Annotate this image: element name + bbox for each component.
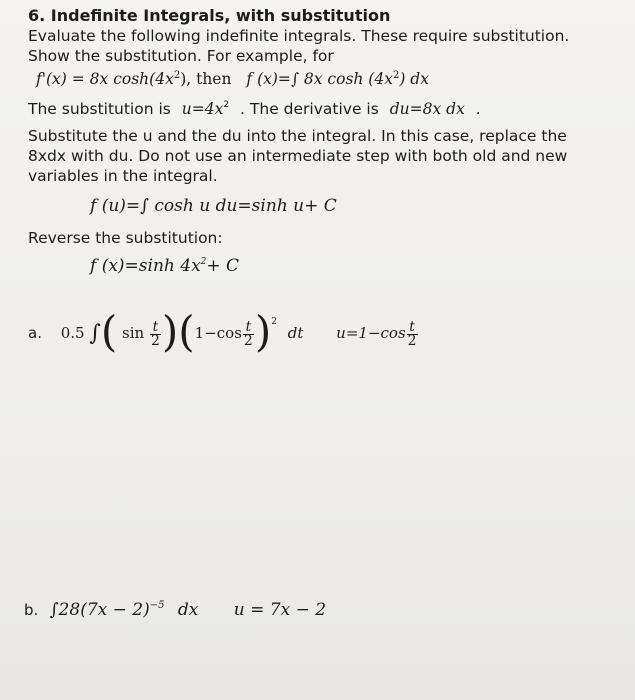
part-a: a. 0.5 ∫( sin $\frac{t}{2}$ )(1−cos $\frac{t}{2}$ )$^2$ dt u=1−cos $\frac{t}{2}$ [28,307,417,356]
instruction-line-1: Evaluate the following indefinite integrals. These require substitution. [28,27,570,45]
instruction-line-4: 8xdx with du. Do not use an intermediate step with both old and new [28,147,568,165]
sub-du: du=8x dx [389,100,465,118]
part-a-dt: dt [287,324,304,342]
step-reverse-result: f (x)=sinh $4x^2+ C$ [90,256,240,276]
part-b [24,598,326,625]
part-b-integral: $\int 28(7x - 2)^{-5}$ [49,600,165,620]
example-derivative: f'(x) = 8x $\cosh(4x^2)$, then [36,69,232,88]
part-b-label: b. [24,601,39,619]
step-integral-u: f (u)=∫ cosh u du=sinh u+ C [90,196,337,216]
part-a-coef: 0.5 [60,324,85,342]
instruction-line-5: variables in the integral. [28,167,218,185]
instruction-line-2: Show the substitution. For example, for [28,47,334,65]
part-a-substitution: u=1−cos $\frac{t}{2}$ [336,318,417,349]
part-a-label: a. [28,324,42,342]
reverse-label: Reverse the substitution: [28,229,223,247]
sub-u: u=4x [181,100,224,118]
part-b-substitution: u = 7x − 2 [233,600,327,620]
example-integral: f (x)=∫ 8x $\cosh (4x^2)$ dx [246,69,429,88]
example-line [36,70,429,89]
part-b-dx: dx [177,600,199,620]
problem-title: 6. Indefinite Integrals, with substitution [28,6,391,25]
substitution-line: The substitution is $u=4x^2$ . The derivative is du=8x dx . [28,100,481,118]
instruction-line-3: Substitute the u and the du into the integral. In this case, replace the [28,127,567,145]
